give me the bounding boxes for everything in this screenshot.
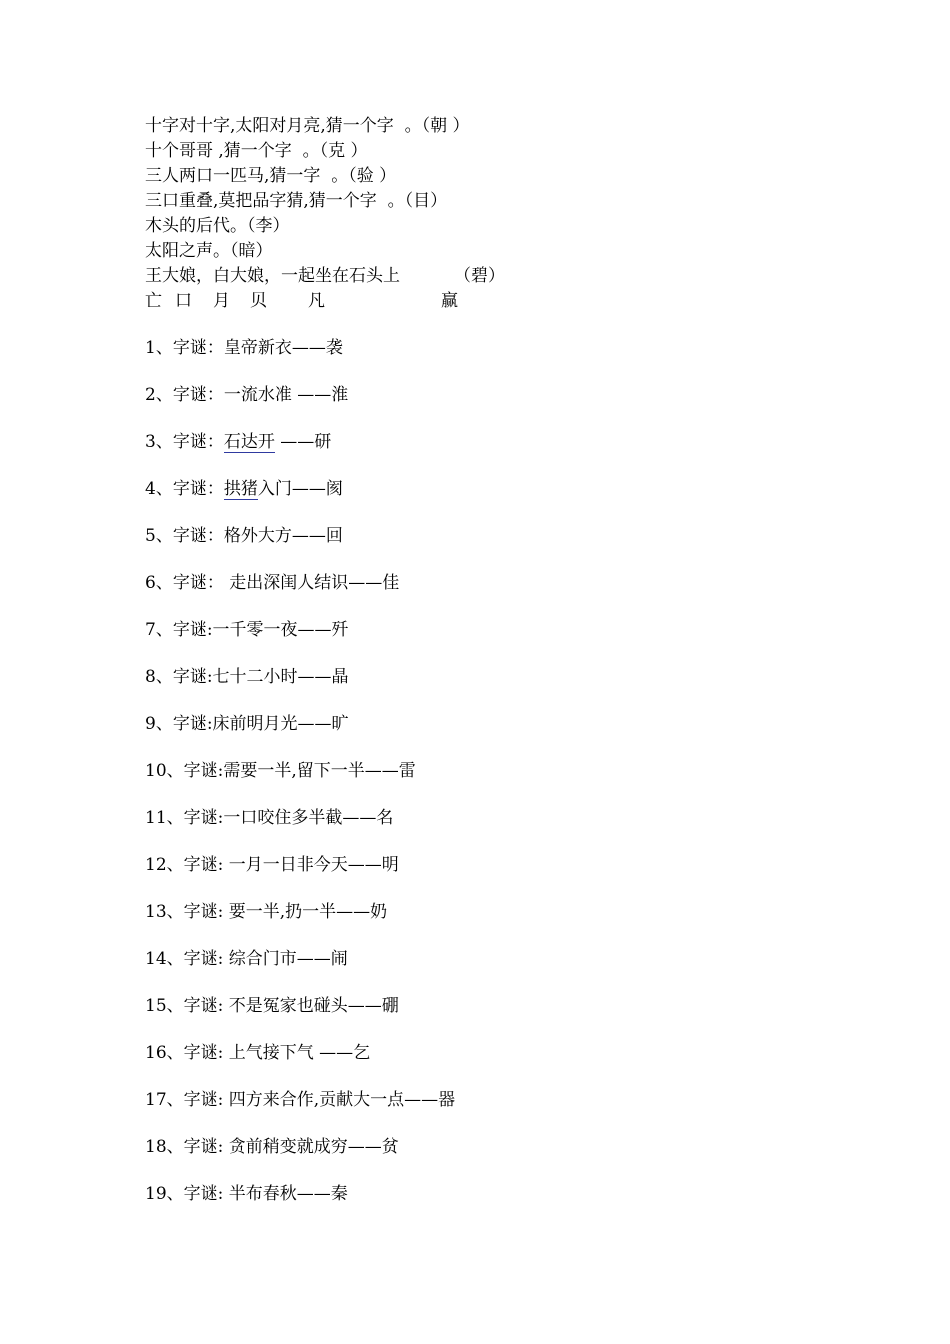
riddle-clue: 四方来合作,贡献大一点 — [223, 1090, 405, 1110]
riddle-prefix: 11、字谜: — [145, 808, 224, 828]
component-char: 贝 — [250, 291, 267, 311]
riddle-item — [145, 853, 399, 877]
riddle-clue: 一千零一夜 — [212, 620, 298, 640]
riddle-item — [145, 430, 331, 454]
riddle-clue: 不是冤家也碰头 — [223, 996, 348, 1016]
riddle-clue: 贪前稍变就成穷 — [223, 1137, 348, 1157]
riddle-answer: 秦 — [330, 1184, 348, 1204]
intro-line: 十个哥哥 ,猜一个字 。（克 ） — [145, 141, 368, 161]
riddle-answer: 佳 — [382, 573, 400, 593]
riddle-clue-rest: 入门 — [257, 479, 292, 499]
riddle-clue-underlined: 拱猪 — [223, 479, 258, 499]
intro-line: 王大娘，白大娘，一起坐在石头上 （碧） — [145, 266, 506, 286]
riddle-prefix: 19、字谜: — [145, 1184, 224, 1204]
riddle-clue: 七十二小时 — [212, 667, 298, 687]
riddle-dash: —— — [296, 1184, 331, 1204]
riddle-item — [145, 383, 348, 407]
riddle-dash: —— — [342, 808, 377, 828]
riddle-clue: 走出深闺人结识 — [223, 573, 349, 593]
riddle-answer: 乞 — [353, 1043, 371, 1063]
riddle-item — [145, 1041, 370, 1065]
component-char: 月 — [213, 291, 230, 311]
riddle-clue: 皇帝新衣 — [223, 338, 292, 358]
riddle-dash: —— — [291, 526, 326, 546]
riddle-answer: 袭 — [325, 338, 343, 358]
riddle-dash: —— — [404, 1090, 439, 1110]
riddle-item — [145, 947, 348, 971]
riddle-prefix: 2、字谜： — [145, 385, 224, 405]
intro-line: 十字对十字,太阳对月亮,猜一个字 。（朝 ） — [145, 116, 470, 136]
riddle-answer: 贫 — [381, 1137, 399, 1157]
riddle-prefix: 16、字谜: — [145, 1043, 224, 1063]
riddle-item — [145, 336, 343, 360]
riddle-item — [145, 1088, 455, 1112]
riddle-clue: 上气接下气 — [223, 1043, 320, 1063]
riddle-clue: 半布春秋 — [223, 1184, 297, 1204]
riddle-prefix: 14、字谜: — [145, 949, 224, 969]
riddle-prefix: 18、字谜: — [145, 1137, 224, 1157]
riddle-prefix: 4、字谜： — [145, 479, 224, 499]
riddle-dash: —— — [291, 479, 326, 499]
riddle-dash: —— — [364, 761, 399, 781]
riddle-dash: —— — [297, 385, 332, 405]
riddle-clue: 床前明月光 — [212, 714, 298, 734]
riddle-answer: 阂 — [325, 479, 343, 499]
riddle-clue: 一口咬住多半截 — [223, 808, 343, 828]
riddle-item — [145, 806, 393, 830]
riddle-dash: —— — [291, 338, 326, 358]
riddle-prefix: 17、字谜: — [145, 1090, 224, 1110]
riddle-item — [145, 477, 343, 501]
riddle-clue: 要一半,扔一半 — [223, 902, 337, 922]
riddle-prefix: 7、字谜: — [145, 620, 213, 640]
riddle-prefix: 1、字谜： — [145, 338, 224, 358]
riddle-item — [145, 1182, 348, 1206]
riddle-dash: —— — [347, 1137, 382, 1157]
riddle-item — [145, 571, 399, 595]
riddle-dash: —— — [297, 667, 332, 687]
riddle-prefix: 10、字谜: — [145, 761, 224, 781]
riddle-clue: 格外大方 — [223, 526, 292, 546]
riddle-item — [145, 1135, 399, 1159]
riddle-prefix: 15、字谜: — [145, 996, 224, 1016]
riddle-item — [145, 618, 349, 642]
character-components-row — [145, 289, 545, 313]
riddle-dash: —— — [347, 855, 382, 875]
riddle-answer: 奶 — [370, 902, 388, 922]
riddle-dash: —— — [348, 573, 383, 593]
riddle-dash: —— — [319, 1043, 354, 1063]
riddle-answer: 晶 — [331, 667, 349, 687]
riddle-prefix: 13、字谜: — [145, 902, 224, 922]
riddle-item — [145, 665, 349, 689]
riddle-prefix: 8、字谜: — [145, 667, 213, 687]
riddle-clue: 综合门市 — [223, 949, 297, 969]
riddle-answer: 名 — [376, 808, 394, 828]
intro-line: 太阳之声。（暗） — [145, 241, 273, 261]
riddle-dash: —— — [274, 432, 315, 452]
riddle-item — [145, 994, 399, 1018]
component-char: 凡 — [308, 291, 325, 311]
riddle-answer: 研 — [314, 432, 332, 452]
riddle-prefix: 6、字谜： — [145, 573, 224, 593]
intro-line: 三人两口一匹马,猜一字 。（验 ） — [145, 166, 397, 186]
riddle-clue: 一流水准 — [223, 385, 298, 405]
component-char: 赢 — [441, 291, 458, 311]
riddle-answer: 闹 — [330, 949, 348, 969]
riddle-dash: —— — [297, 620, 332, 640]
riddle-answer: 回 — [325, 526, 343, 546]
riddle-item — [145, 900, 387, 924]
riddle-answer: 硼 — [381, 996, 399, 1016]
riddle-clue: 需要一半,留下一半 — [223, 761, 365, 781]
riddle-answer: 歼 — [331, 620, 349, 640]
riddle-item — [145, 712, 349, 736]
riddle-answer: 淮 — [331, 385, 349, 405]
riddle-prefix: 12、字谜: — [145, 855, 224, 875]
riddle-answer: 明 — [381, 855, 399, 875]
riddle-prefix: 9、字谜: — [145, 714, 213, 734]
riddle-item — [145, 524, 343, 548]
riddle-prefix: 5、字谜： — [145, 526, 224, 546]
component-char: 口 — [175, 291, 192, 311]
component-char: 亡 — [145, 291, 162, 311]
riddle-dash: —— — [296, 949, 331, 969]
riddle-dash: —— — [297, 714, 332, 734]
riddle-prefix: 3、字谜： — [145, 432, 224, 452]
riddle-answer: 旷 — [331, 714, 349, 734]
riddle-answer: 雷 — [398, 761, 416, 781]
riddle-item — [145, 759, 416, 783]
riddle-dash: —— — [347, 996, 382, 1016]
riddle-answer: 器 — [438, 1090, 456, 1110]
riddle-dash: —— — [336, 902, 371, 922]
intro-line: 三口重叠,莫把品字猜,猜一个字 。（目） — [145, 191, 448, 211]
intro-line: 木头的后代。（李） — [145, 216, 290, 236]
riddle-clue: 一月一日非今天 — [223, 855, 348, 875]
riddle-clue-underlined: 石达开 — [223, 432, 275, 452]
